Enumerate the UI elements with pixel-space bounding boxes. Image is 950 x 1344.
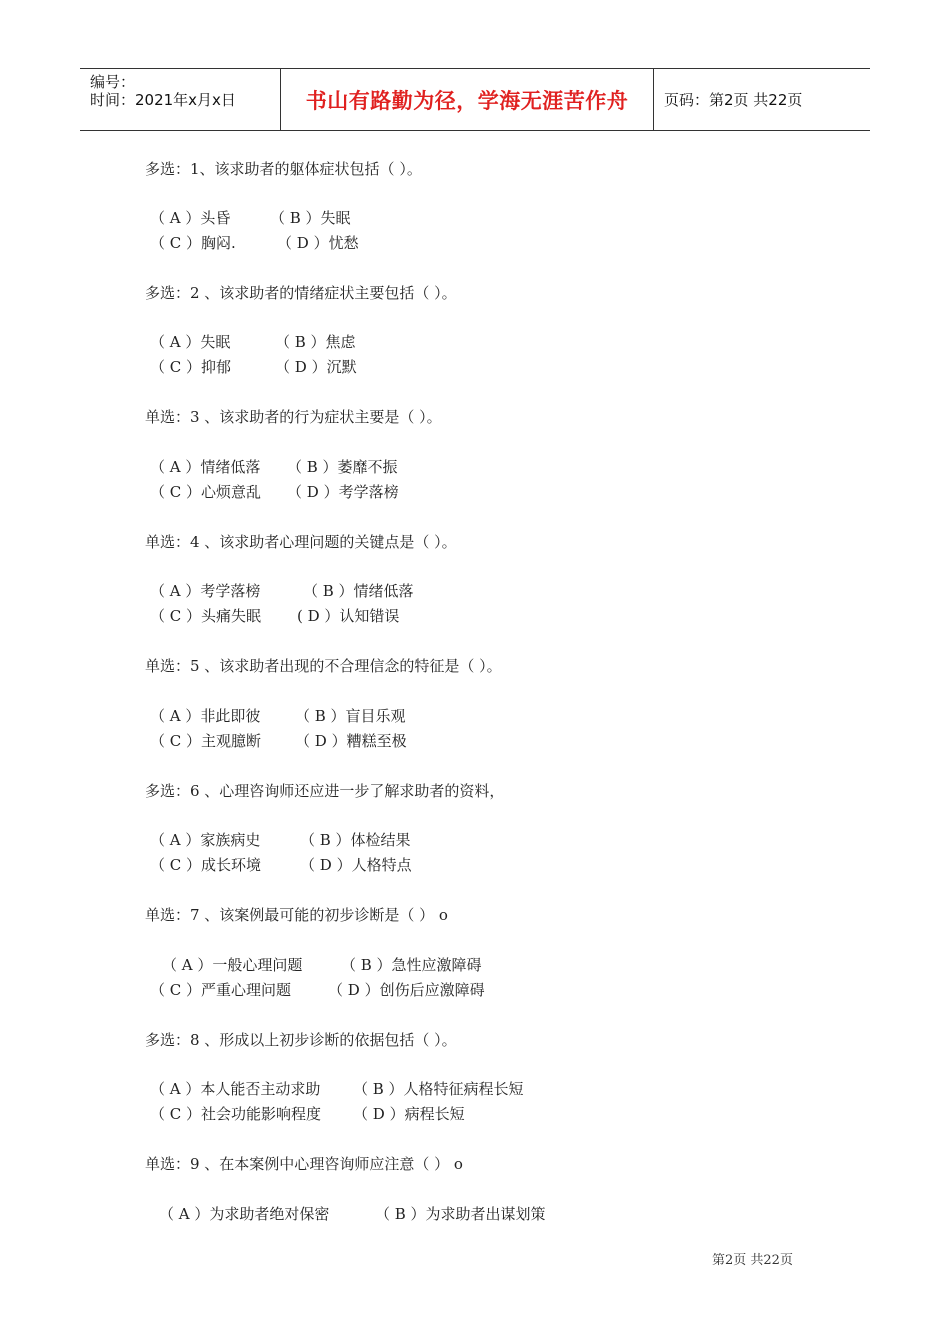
page-label: 页码：第2页 共22页 [664, 91, 803, 109]
option-d: ( D ）认知错误 [297, 607, 400, 625]
option-a: （ A ）非此即彼 [150, 707, 261, 725]
option-a: （ A ）本人能否主动求助 [150, 1080, 321, 1098]
option-a: （ A ）一般心理问题 [162, 956, 303, 974]
question-stem: 单选：3 、该求助者的行为症状主要是（ ）。 [145, 408, 442, 426]
option-a: （ A ）为求助者绝对保密 [159, 1205, 330, 1223]
option-a: （ A ）家族病史 [150, 831, 261, 849]
option-d: （ D ）病程长短 [353, 1105, 465, 1123]
header-page-cell [654, 69, 870, 130]
option-b: （ B ）为求助者出谋划策 [375, 1205, 546, 1223]
option-c: （ C ）头痛失眠 [150, 607, 262, 625]
option-b: （ B ）萎靡不振 [287, 458, 398, 476]
option-c: （ C ）严重心理问题 [150, 981, 292, 999]
option-b: （ B ）焦虑 [275, 333, 356, 351]
option-d: （ D ）忧愁 [277, 234, 359, 252]
option-d: （ D ）考学落榜 [287, 483, 399, 501]
question-stem: 单选：9 、在本案例中心理咨询师应注意（ ） o [145, 1155, 463, 1173]
question-stem: 单选：5 、该求助者出现的不合理信念的特征是（ ）。 [145, 657, 502, 675]
option-c: （ C ）社会功能影响程度 [150, 1105, 322, 1123]
question-stem: 多选：8 、形成以上初步诊断的依据包括（ ）。 [145, 1031, 457, 1049]
option-b: （ B ）盲目乐观 [295, 707, 406, 725]
option-d: （ D ）创伤后应激障碍 [328, 981, 485, 999]
question-stem: 单选：4 、该求助者心理问题的关键点是（ ）。 [145, 533, 457, 551]
option-b: （ B ）情绪低落 [303, 582, 414, 600]
page-footer: 第2页 共22页 [712, 1253, 793, 1268]
page-header [80, 68, 870, 131]
question-stem: 多选：1、该求助者的躯体症状包括（ ）。 [145, 160, 422, 178]
option-c: （ C ）抑郁 [150, 358, 232, 376]
option-d: （ D ）人格特点 [300, 856, 412, 874]
option-c: （ C ）成长环境 [150, 856, 262, 874]
header-info-cell [80, 69, 281, 130]
header-motto-cell [281, 69, 654, 130]
option-a: （ A ）失眠 [150, 333, 231, 351]
option-c: （ C ）胸闷. [150, 234, 236, 252]
question-stem: 多选：2 、该求助者的情绪症状主要包括（ ）。 [145, 284, 457, 302]
question-stem: 多选：6 、心理咨询师还应进一步了解求助者的资料， [145, 782, 505, 800]
option-a: （ A ）考学落榜 [150, 582, 261, 600]
option-b: （ B ）急性应激障碍 [341, 956, 482, 974]
option-a: （ A ）头昏 [150, 209, 231, 227]
question-stem: 单选：7 、该案例最可能的初步诊断是（ ） o [145, 906, 448, 924]
option-c: （ C ）主观臆断 [150, 732, 262, 750]
number-label: 编号： [90, 73, 136, 91]
option-c: （ C ）心烦意乱 [150, 483, 262, 501]
option-b: （ B ）体检结果 [300, 831, 411, 849]
time-label: 时间：2021年x月x日 [90, 91, 236, 109]
option-d: （ D ）糟糕至极 [295, 732, 407, 750]
option-d: （ D ）沉默 [275, 358, 357, 376]
option-b: （ B ）人格特征病程长短 [353, 1080, 524, 1098]
option-a: （ A ）情绪低落 [150, 458, 261, 476]
motto-text: 书山有路勤为径，学海无涯苦作舟 [305, 88, 629, 113]
option-b: （ B ）失眠 [270, 209, 351, 227]
